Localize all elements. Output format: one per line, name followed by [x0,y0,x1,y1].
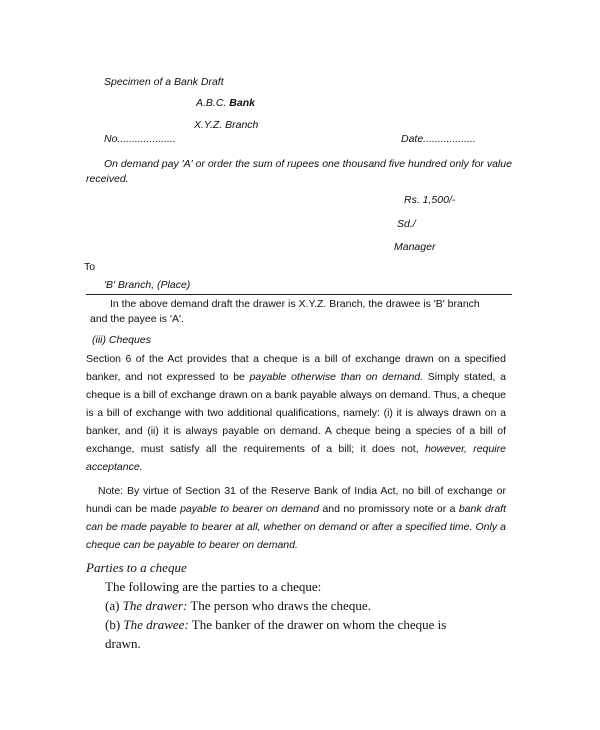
cheques-p1-text-b: Simply stated, a cheque is a bill of exchange drawn on a bank payable always on demand. Thus, a cheque is a bill of exchange with two additional qualifications, namely: (i) it is always drawn on a banker, and (ii) it is always payable on demand. A cheque being a species of a bill of exchange, must satisfy all the requirements of a bill; it does not, [86,371,506,455]
party-drawer-text: The person who draws the cheque. [187,598,371,613]
party-drawer [105,598,371,614]
cheques-paragraph [86,350,506,476]
party-drawee-continued: drawn. [105,636,141,651]
draft-amount: Rs. 1,500/- [404,194,456,206]
cheques-p1-text-a: Section 6 of the Act provides that a cheque is a bill of exchange drawn on a specified banker, and not expressed to be [86,353,506,383]
draft-body-line2: received. [86,173,129,185]
draft-number: No.................... [104,133,176,145]
bank-name-bold: Bank [229,97,255,109]
explanation-line2: and the payee is 'A'. [90,313,184,325]
draft-heading: Specimen of a Bank Draft [104,76,224,88]
bank-name-prefix: A.B.C. [196,97,230,109]
draft-branch: X.Y.Z. Branch [194,119,259,131]
party-drawee-text: The banker of the drawer on whom the cheque is [188,617,447,632]
explanation-line1: In the above demand draft the drawer is X.Y.Z. Branch, the drawee is 'B' branch [110,298,480,310]
party-drawer-term: The drawer: [122,598,188,613]
draft-signature: Sd./ [397,218,416,230]
draft-to-label: To [84,261,96,273]
note-text-a: Note: By virtue of Section 31 of the Reserve Bank of India Act, no bill of exchange or hundi can be made [86,485,506,515]
party-drawee-term: The drawee: [123,617,189,632]
draft-body-line1: On demand pay 'A' or order the sum of rupees one thousand five hundred only for value [104,158,512,170]
draft-addressee: 'B' Branch, (Place) [104,279,191,291]
cheques-heading: (iii) Cheques [92,334,151,346]
parties-intro: The following are the parties to a cheque: [105,579,322,594]
cheques-p1-emphasis-a: payable otherwise than on demand. [249,371,424,383]
note-emphasis-b: bank draft can be made payable to bearer at all, whether on demand or after a specified time. Only a cheque can be payable to bearer on demand. [86,503,506,551]
note-paragraph [86,482,506,554]
cheques-p1-emphasis-b: however, require acceptance. [86,443,506,473]
draft-date: Date.................. [401,133,476,145]
draft-signatory: Manager [394,241,436,253]
parties-heading: Parties to a cheque [86,560,187,575]
party-drawer-label: (a) [105,598,123,613]
draft-separator-rule [86,294,512,295]
party-drawee-label: (b) [105,617,124,632]
note-emphasis-a: payable to bearer on demand [180,503,320,515]
draft-bank-name [196,97,255,109]
party-drawee [105,617,446,633]
note-text-b: and no promissory note or a [319,503,459,515]
